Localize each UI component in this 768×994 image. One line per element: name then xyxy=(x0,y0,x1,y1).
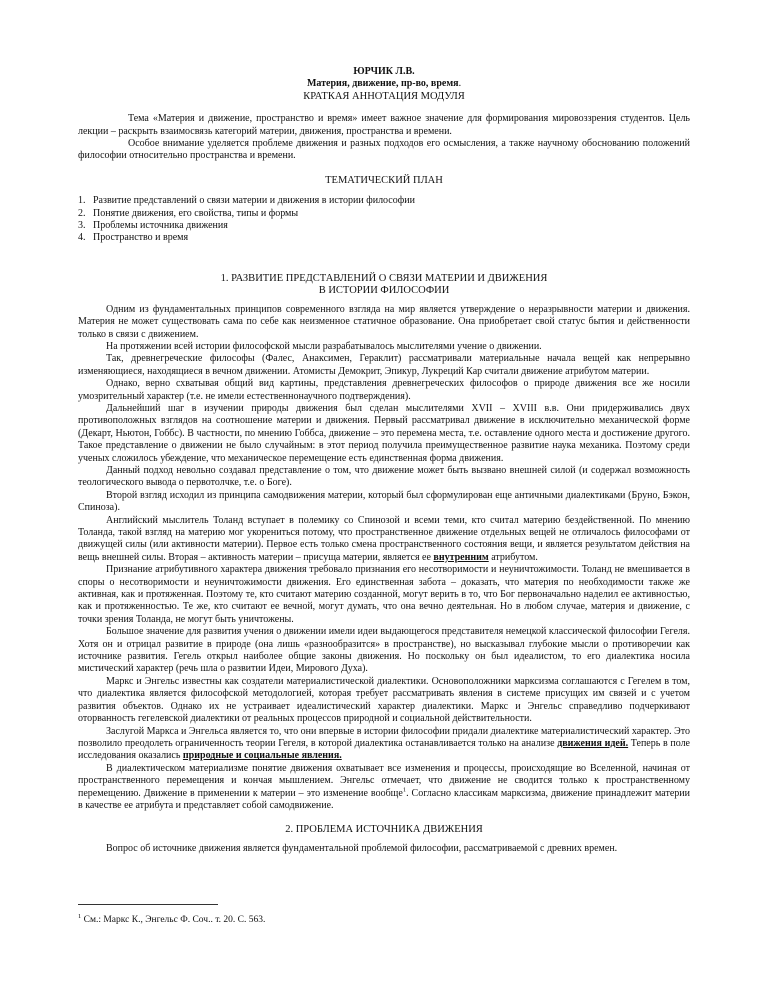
body-paragraph xyxy=(78,726,690,763)
footnote-reference[interactable]: 1 xyxy=(402,786,407,794)
paragraph-text: Теперь в поле исследования оказались xyxy=(78,737,690,762)
annotation-title: КРАТКАЯ АННОТАЦИЯ МОДУЛЯ xyxy=(303,90,465,102)
subtitle-dot: . xyxy=(458,78,462,90)
body-paragraph: Одним из фундаментальных принципов современного взгляда на мир является утверждение о неразрывности материи и движения. Материя не может существовать сама по себе как неизменное статичное образование. Она приобретает свой статус бытия и действенности только в связи с движением. xyxy=(78,303,690,340)
paragraph-text: Английский мыслитель Толанд вступает в полемику со Спинозой и всеми теми, кто считал материю бездейственной. По мнению Толанда, такой взгляд на материю мог укорениться потому, что пространственное движение отдельных вещей не отличалось философами от движущей силы (или активности материи). Первое есть только смена пространственного состояния вещи, и является результатом действия на вещь внешней силы. Вторая – активность материи – присуща материи, является ее xyxy=(78,514,690,563)
section-1-title-line2: В ИСТОРИИ ФИЛОСОФИИ xyxy=(318,285,450,297)
paragraph-text: атрибутом. xyxy=(488,551,538,563)
body-paragraph: Второй взгляд исходил из принципа самодвижения материи, который был сформулирован еще античными диалектиками (Бруно, Бэкон, Спиноза). xyxy=(78,489,690,514)
footnote-text: См.: Маркс К., Энгельс Ф. Соч.. т. 20. С. 563. xyxy=(81,915,266,925)
paragraph-text: . Согласно классикам марксизма, движение принадлежит материи в качестве ее атрибута и представляет собой самодвижение. xyxy=(78,787,690,811)
lecture-subtitle xyxy=(78,78,690,90)
plan-item-text: Пространство и время xyxy=(93,232,189,244)
thematic-plan-list xyxy=(78,195,690,245)
emphasis-natural-social: природные и социальные явления. xyxy=(182,750,342,762)
plan-title: ТЕМАТИЧЕСКИЙ ПЛАН xyxy=(325,174,443,186)
footnote xyxy=(78,914,265,926)
section-1-title xyxy=(78,273,690,298)
body-paragraph: На протяжении всей истории философской мысли разрабатывалось мыслителями учение о движении. xyxy=(106,340,542,352)
plan-item xyxy=(78,195,690,207)
body-paragraph: Признание атрибутивного характера движения требовало признания его несотворимости и неуничтожимости. Толанд не вмешивается в споры о несотворимости и неуничтожимости движения. Его единственная забота – доказать, что материя по необходимости также же активная, как и протяженная. Поэтому те, кто считают материю созданной, могут верить в то, что Бог первоначально наделил ее активностью, как и протяженностью. Те же, кто считают ее вечной, могут думать, что она вечно деятельная. Но в любом случае, материя и движение, с точки зрения Толанда, не могут быть уничтожены. xyxy=(78,564,690,625)
body-paragraph: Дальнейший шаг в изучении природы движения был сделан мыслителями XVII – XVIII в.в. Они придерживались двух противоположных взглядов на соотношение материи и движения. Первый рассматривал движение в исключительно механической форме (Декарт, Ньютон, Гоббс). В частности, по мнению Гоббса, движение – это перемена места, т.е. оставление одного места и достижение другого. Такое представление о движении не было случайным: в этот период получила преимущественное развитие наука механика. Поэтому среди ученых сложилось убеждение, что механическое перемещение есть единственная форма движения. xyxy=(78,402,690,464)
subtitle-text: Материя, движение, пр-во, время xyxy=(306,78,459,90)
plan-item xyxy=(78,232,690,244)
plan-item-number: 2. xyxy=(78,207,86,219)
plan-item-text: Проблемы источника движения xyxy=(93,220,228,232)
body-paragraph: Однако, верно схватывая общий вид картины, представления древнегреческих философов о природе движения все же носили умозрительный характер (т.е. не имели естественнонаучного подтверждения). xyxy=(78,378,690,402)
author-name: ЮРЧИК Л.В. xyxy=(353,66,415,77)
plan-item-text: Понятие движения, его свойства, типы и формы xyxy=(93,207,299,219)
plan-item-number: 4. xyxy=(78,232,86,244)
body-paragraph: Вопрос об источнике движения является фундаментальной проблемой философии, рассматриваемой с древних времен. xyxy=(106,842,618,854)
body-paragraph: Маркс и Энгельс известны как создатели материалистической диалектики. Основоположники марксизма соглашаются с Гегелем в том, что диалектика является философской методологией, которая требует рассматривать явления в системе присущих им связей и с учетом развития объектов. Однако их не устраивает идеалистический характер диалектики. Маркс и Энгельс справедливо подчеркивают оторванность гегелевской диалектики от реальных процессов природной и социальной действительности. xyxy=(78,675,690,725)
paragraph-text: В диалектическом материализме понятие движения охватывает все изменения и процессы, происходящие во Вселенной, начиная от пространственного перемещения и кончая мышлением. Энгельс отмечает, что движение не сводится только к пространственному перемещению. Движение в применении к материи – это изменение вообще xyxy=(78,762,690,799)
body-paragraph: Данный подход невольно создавал представление о том, что движение может быть вызвано внешней силой (и содержал возможность теологического вывода о первотолчке, т.е. о Боге). xyxy=(78,464,690,489)
paragraph-text: Заслугой Маркса и Энгельса является то, что они впервые в истории философии придали диалектике материалистический характер. Это позволило преодолеть ограниченность теории Гегеля, в которой диалектика останавливается только на анализе xyxy=(78,725,690,749)
intro-paragraph: Особое внимание уделяется проблеме движения и разных подходов его осмысления, а также научному обоснованию положений философии относительно пространства и времени. xyxy=(78,138,690,162)
body-paragraph xyxy=(78,515,690,565)
plan-item xyxy=(78,220,690,232)
footnote-divider xyxy=(78,904,218,905)
section-2-title: 2. ПРОБЛЕМА ИСТОЧНИКА ДВИЖЕНИЯ xyxy=(285,824,483,836)
plan-item xyxy=(78,208,690,220)
body-paragraph: Большое значение для развития учения о движении имели идеи выдающегося представителя немецкой классической философии Гегеля. Хотя он и отрицал развитие в природе (она лишь «разнообразится» в пространстве), но высказывал глубокие мысли о противоречии как источнике развития. Гегель открыл наиболее общие законы движения. Но поскольку он был идеалистом, то его диалектика носила мистический характер (речь шла о развитии Идеи, Мирового Духа). xyxy=(78,626,690,675)
plan-item-text: Развитие представлений о связи материи и движения в истории философии xyxy=(93,195,415,207)
emphasis-internal: внутренним xyxy=(433,551,489,563)
plan-item-number: 1. xyxy=(78,195,86,207)
body-paragraph: Так, древнегреческие философы (Фалес, Анаксимен, Гераклит) рассматривали материальные начала вещей как непрерывно изменяющиеся, находящиеся в вечном движении. Атомисты Демокрит, Эпикур, Лукреций Кар считали движение атрибутом материи. xyxy=(78,353,690,377)
body-paragraph xyxy=(78,763,690,813)
section-1-title-line1: 1. РАЗВИТИЕ ПРЕДСТАВЛЕНИЙ О СВЯЗИ МАТЕРИИ И ДВИЖЕНИЯ xyxy=(220,272,548,284)
footnote-mark: 1 xyxy=(78,912,82,920)
plan-item-number: 3. xyxy=(78,220,86,232)
intro-paragraph: Тема «Материя и движение, пространство и время» имеет важное значение для формирования мировоззрения студентов. Цель лекции – раскрыть взаимосвязь категорий материи, движения, пространства и времени. xyxy=(78,113,690,137)
emphasis-ideas-motion: движения идей. xyxy=(557,737,629,749)
